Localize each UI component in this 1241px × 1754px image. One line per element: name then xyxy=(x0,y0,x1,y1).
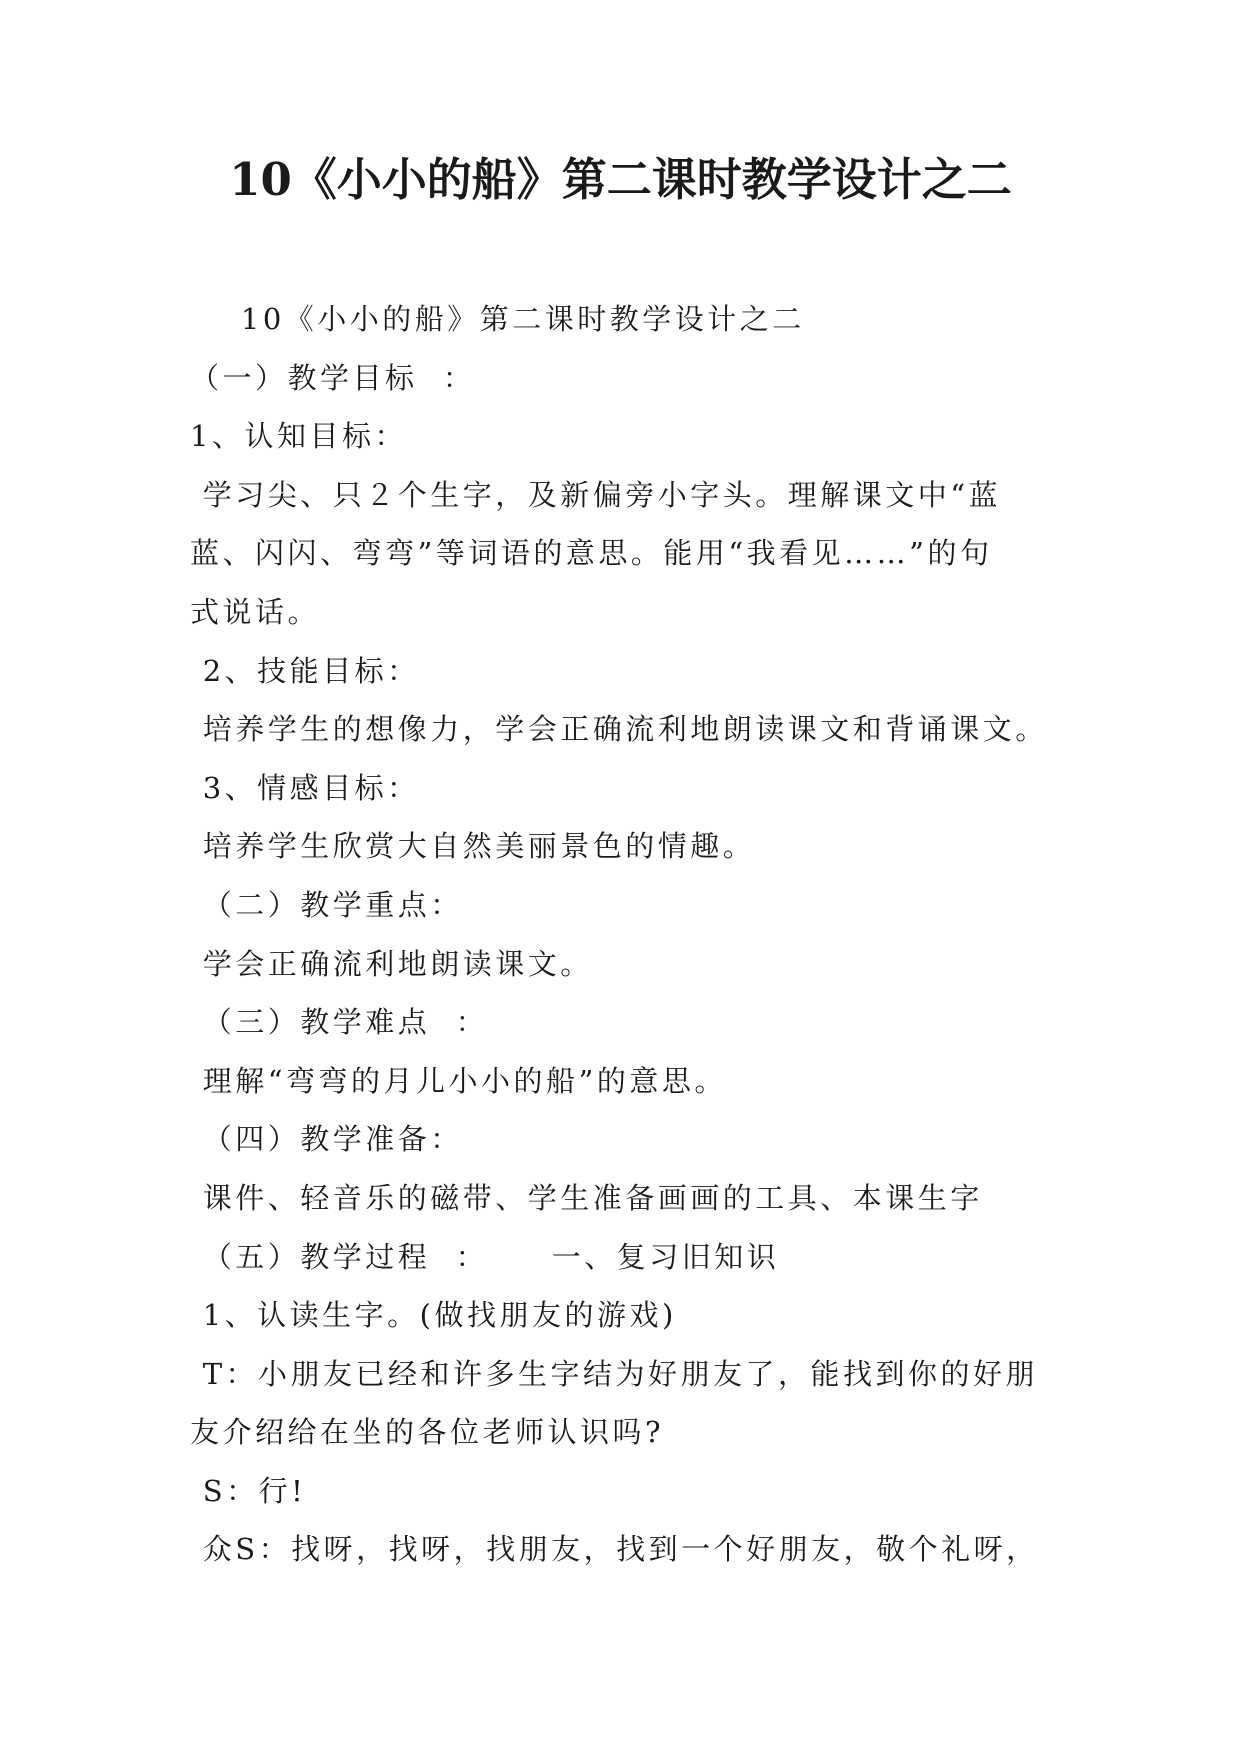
class-chant: 众S：找呀，找呀，找朋友，找到一个好朋友，敬个礼呀， xyxy=(190,1532,1039,1567)
skill-goal-heading: 2、技能目标： xyxy=(190,653,420,688)
section-heading-process: （五）教学过程 ： 一、复习旧知识 xyxy=(190,1239,780,1274)
document-body xyxy=(190,290,1060,1579)
key-points-text: 学会正确流利地朗读课文。 xyxy=(190,946,593,981)
cognitive-goal-heading: 1、认知目标： xyxy=(190,419,407,454)
document-title: 10《小小的船》第二课时教学设计之二 xyxy=(229,153,1012,206)
intro-subtitle-line: 10《小小的船》第二课时教学设计之二 xyxy=(190,302,805,336)
section-heading-difficulties: （三）教学难点 ： xyxy=(190,1005,489,1040)
section-heading-objectives: （一）教学目标 ： xyxy=(190,360,476,395)
section-heading-preparation: （四）教学准备： xyxy=(190,1122,463,1157)
teacher-dialogue-2: 友介绍给在坐的各位老师认识吗? xyxy=(190,1415,665,1450)
cognitive-goal-text-3: 式说话。 xyxy=(190,594,321,629)
difficulties-text: 理解“弯弯的月儿小小的船”的意思。 xyxy=(190,1063,727,1098)
section-heading-key-points: （二）教学重点： xyxy=(190,887,463,922)
process-step-1: 1、认读生字。(做找朋友的游戏) xyxy=(190,1298,677,1333)
preparation-text: 课件、轻音乐的磁带、学生准备画画的工具、本课生字 xyxy=(190,1180,983,1215)
emotion-goal-heading: 3、情感目标： xyxy=(190,770,420,805)
emotion-goal-text: 培养学生欣赏大自然美丽景色的情趣。 xyxy=(190,829,756,864)
cognitive-goal-text-1: 学习尖、只２个生字，及新偏旁小字头。理解课文中“蓝 xyxy=(190,477,1002,512)
teacher-dialogue-1: T：小朋友已经和许多生字结为好朋友了，能找到你的好朋 xyxy=(190,1356,1039,1391)
student-dialogue: S：行! xyxy=(190,1473,307,1508)
cognitive-goal-text-2: 蓝、闪闪、弯弯”等词语的意思。能用“我看见……”的句 xyxy=(190,536,993,571)
skill-goal-text: 培养学生的想像力，学会正确流利地朗读课文和背诵课文。 xyxy=(190,712,1048,747)
